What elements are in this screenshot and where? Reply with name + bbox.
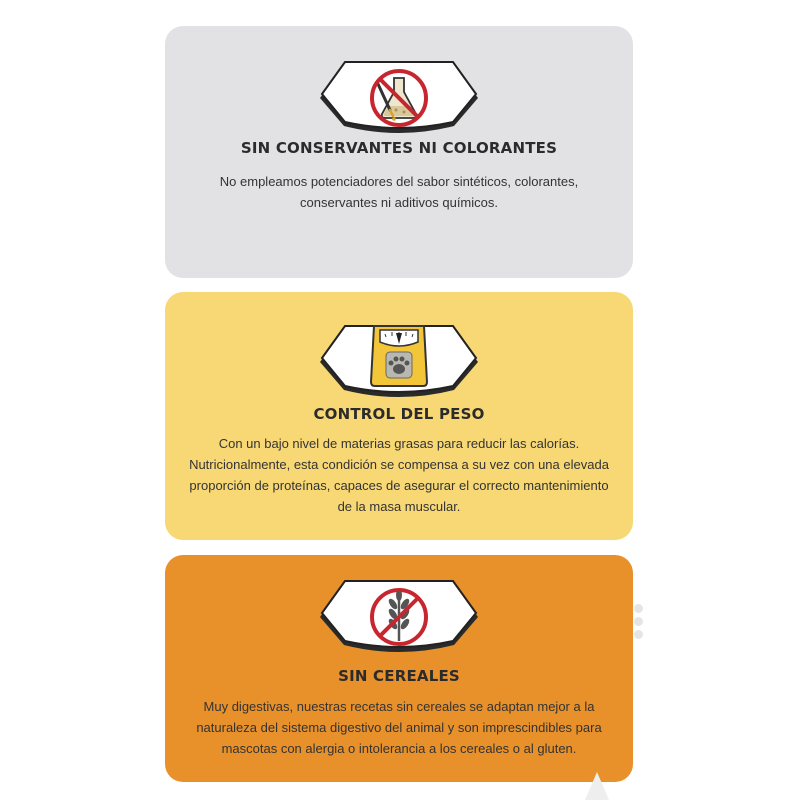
feature-card-weight-control [165,292,633,540]
feature-title: CONTROL DEL PESO [313,405,485,423]
feature-badge [318,60,480,132]
feature-card-grain-free [165,555,633,782]
decorative-dots [634,604,644,634]
feature-card-no-preservatives [165,26,633,278]
no-grain-wheat-icon [318,579,480,651]
feature-description: Muy digestivas, nuestras recetas sin cereales se adaptan mejor a la naturaleza del sistema digestivo del animal y son imprescindibles para mascotas con alergia o intolerancia a los cereales o al gluten. [196,699,602,756]
feature-description: No empleamos potenciadores del sabor sintéticos, colorantes, conservantes ni aditivos químicos. [219,174,579,210]
decorative-shape [585,772,609,800]
no-preservatives-flask-icon [318,60,480,132]
paw-scale-icon [318,324,480,396]
feature-description: Con un bajo nivel de materias grasas para reducir las calorías. Nutricionalmente, esta condición se compensa a su vez con una elevada proporción de proteínas, capaces de asegurar el correcto mantenimiento de la masa muscular. [189,436,609,514]
feature-title: SIN CEREALES [338,667,460,685]
feature-badge [318,324,480,396]
feature-badge [318,579,480,651]
feature-title: SIN CONSERVANTES NI COLORANTES [240,139,558,157]
